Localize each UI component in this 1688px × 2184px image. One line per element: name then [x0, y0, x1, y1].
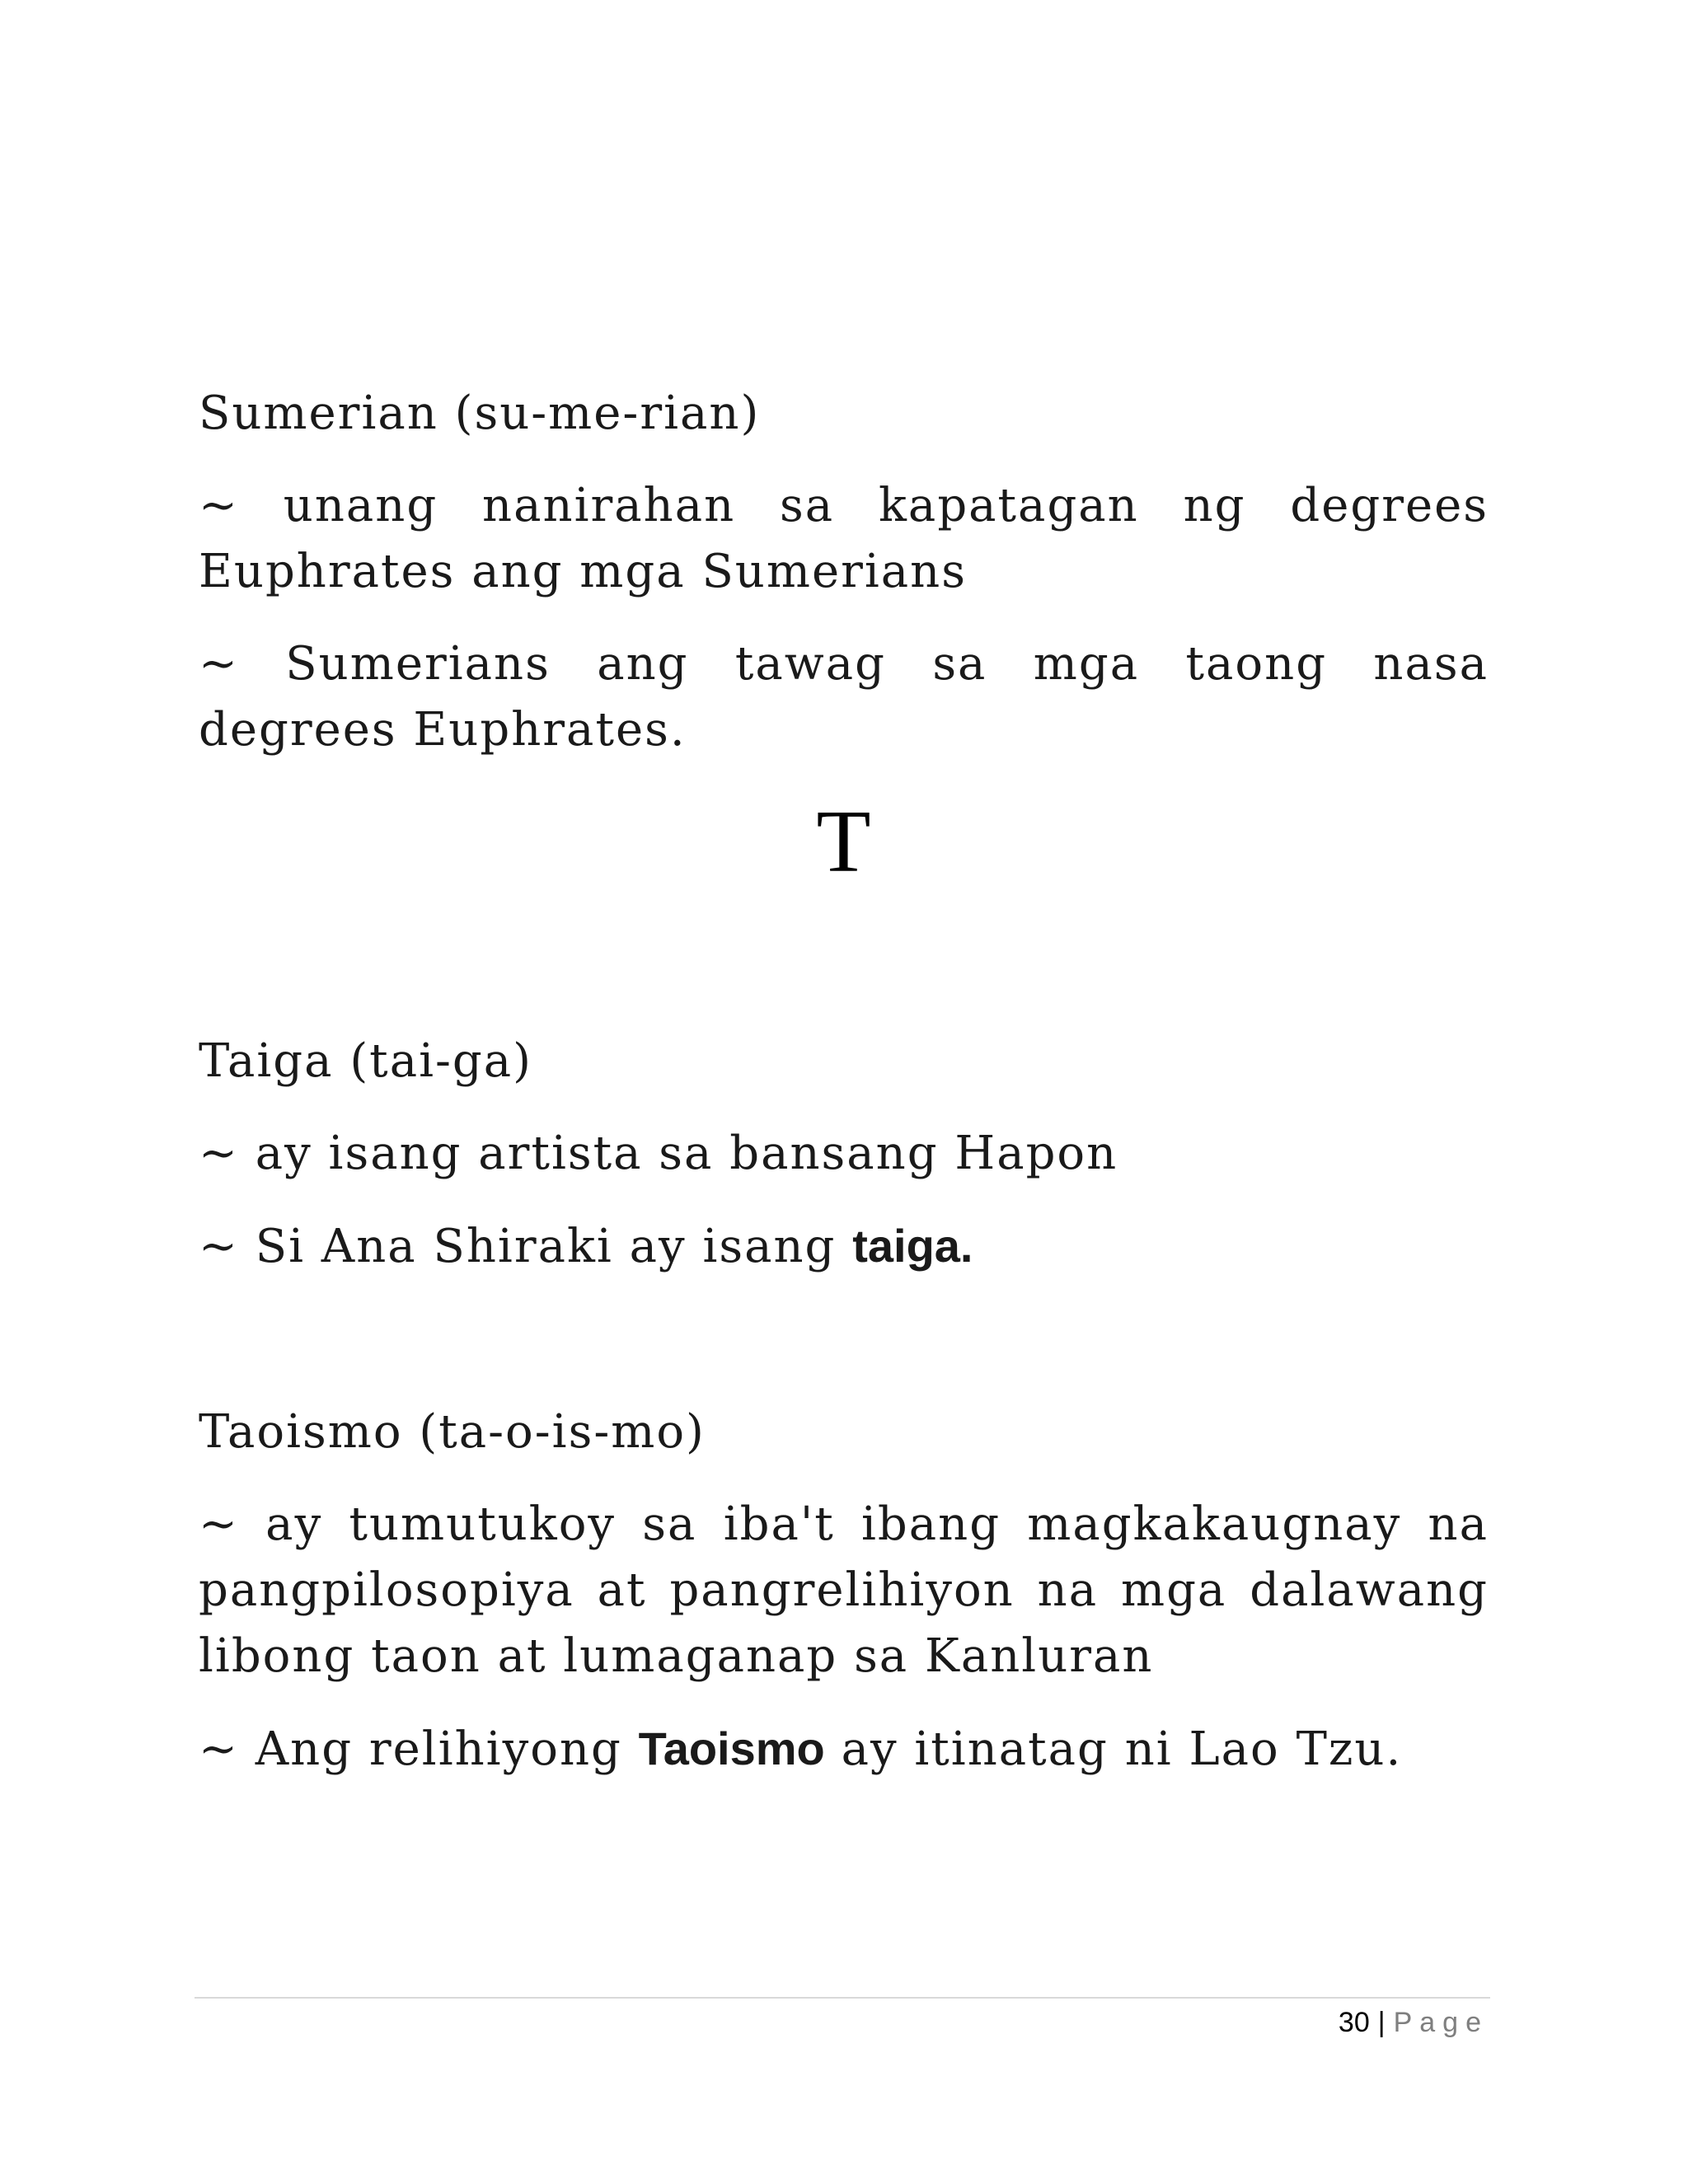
- entry-definition: ~ ay isang artista sa bansang Hapon: [199, 1127, 1118, 1180]
- example-text: ay itinatag ni Lao Tzu.: [824, 1722, 1403, 1776]
- entry-example: [199, 1213, 1489, 1280]
- entry-headword: Sumerian (su-me-rian): [199, 387, 761, 440]
- section-letter-heading: T: [816, 793, 871, 891]
- entry-definition: ~ ay tumutukoy sa iba't ibang magkakaugnay na pangpilosopiya at pangrelihiyon na mga dalawang libong taon at lumaganap sa Kanluran: [199, 1497, 1489, 1683]
- entry-headword: Taoismo (ta-o-is-mo): [199, 1405, 706, 1459]
- dictionary-entry: [199, 381, 1489, 763]
- page-number: 30: [1338, 2007, 1370, 2038]
- example-text: ~ Ang relihiyong: [199, 1722, 639, 1776]
- example-text: ~ Si Ana Shiraki ay isang: [199, 1220, 853, 1273]
- entry-example: [199, 1716, 1489, 1783]
- example-text: ~ Sumerians ang tawag sa mga taong nasa degrees Euphrates.: [199, 637, 1489, 757]
- entry-headword: Taiga (tai-ga): [199, 1034, 532, 1088]
- page-footer: [1339, 2004, 1489, 2041]
- entry-example: [199, 631, 1489, 763]
- entry-definition: ~ unang nanirahan sa kapatagan ng degrees Euphrates ang mga Sumerians: [199, 479, 1489, 598]
- example-term: taiga.: [852, 1220, 973, 1272]
- example-term: Taoismo: [638, 1722, 825, 1774]
- footer-separator: |: [1377, 2007, 1386, 2038]
- dictionary-entry: [199, 1399, 1489, 1783]
- footer-divider: [195, 1997, 1490, 1999]
- dictionary-entry: [199, 1029, 1489, 1280]
- page-label: Page: [1393, 2007, 1489, 2038]
